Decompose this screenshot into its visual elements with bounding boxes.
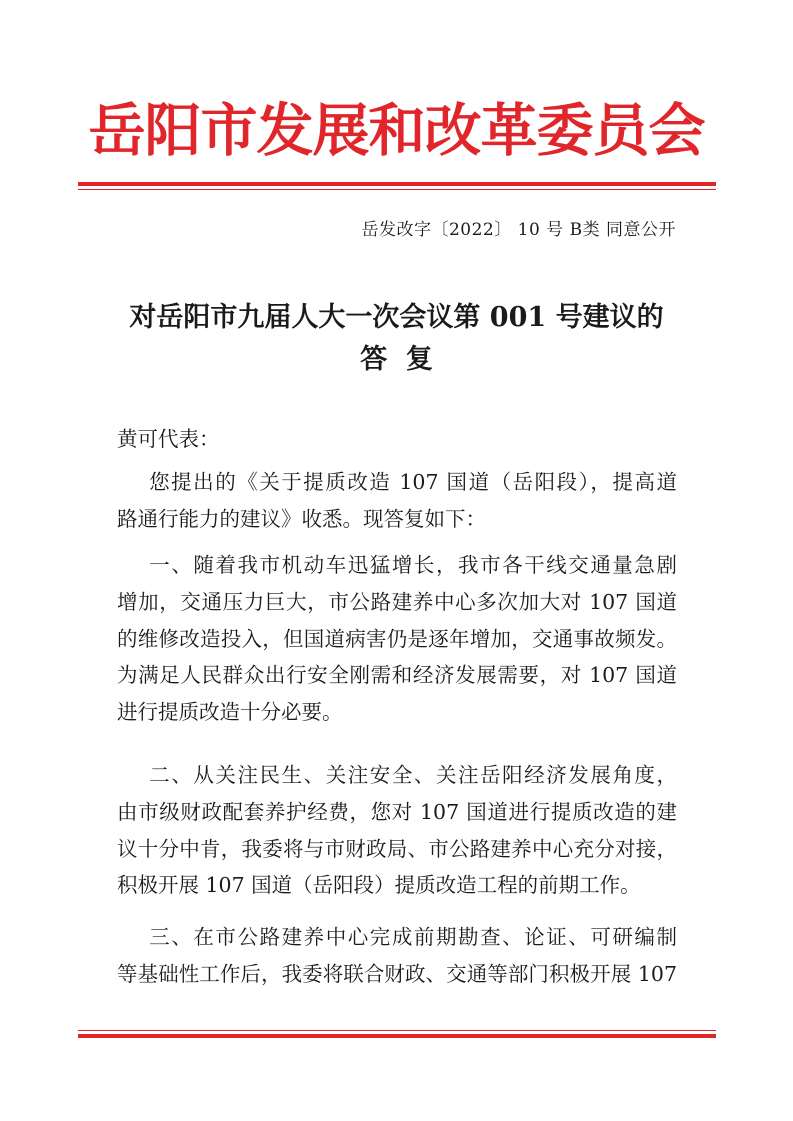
paragraph-line: 二、从关注民生、关注安全、关注岳阳经济发展角度， — [117, 763, 677, 787]
document-number: 岳发改字〔2022〕 10 号 B类 同意公开 — [361, 220, 676, 240]
paragraph-point-2 — [117, 757, 677, 904]
header-rule-thin — [78, 189, 716, 190]
paragraph-line: 路通行能力的建议》收悉。现答复如下： — [117, 506, 486, 531]
paragraph-line: 三、在市公路建养中心完成前期勘查、论证、可研编制 — [117, 925, 677, 949]
issuing-authority-header: 岳阳市发展和改革委员会 — [88, 97, 705, 164]
paragraph-line: 为满足人民群众出行安全刚需和经济发展需要，对 107 国道 — [117, 663, 677, 688]
paragraph-line: 议十分中肯，我委将与市财政局、市公路建养中心充分对接， — [117, 836, 677, 861]
paragraph-line: 由市级财政配套养护经费，您对 107 国道进行提质改造的建 — [117, 799, 677, 824]
paragraph-line: 一、随着我市机动车迅猛增长，我市各干线交通量急剧 — [117, 553, 677, 577]
paragraph-line: 您提出的《关于提质改造 107 国道（岳阳段），提高道 — [117, 470, 677, 494]
footer-rule-thin — [78, 1030, 716, 1031]
paragraph-intro — [117, 464, 677, 538]
paragraph-line: 进行提质改造十分必要。 — [117, 700, 343, 725]
paragraph-line: 增加，交通压力巨大，市公路建养中心多次加大对 107 国道 — [117, 589, 677, 614]
paragraph-line: 的维修改造投入，但国道病害仍是逐年增加，交通事故频发。 — [117, 626, 677, 651]
salutation: 黄可代表： — [117, 427, 220, 451]
header-rule-thick — [78, 182, 716, 186]
paragraph-point-3 — [117, 919, 677, 993]
document-title-line-2: 答 复 — [360, 344, 433, 375]
paragraph-line: 等基础性工作后，我委将联合财政、交通等部门积极开展 107 — [117, 961, 677, 986]
footer-rule-thick — [78, 1034, 716, 1038]
paragraph-line: 积极开展 107 国道（岳阳段）提质改造工程的前期工作。 — [117, 873, 641, 898]
paragraph-point-1 — [117, 547, 677, 731]
document-title-line-1: 对岳阳市九届人大一次会议第 001 号建议的 — [129, 302, 664, 333]
